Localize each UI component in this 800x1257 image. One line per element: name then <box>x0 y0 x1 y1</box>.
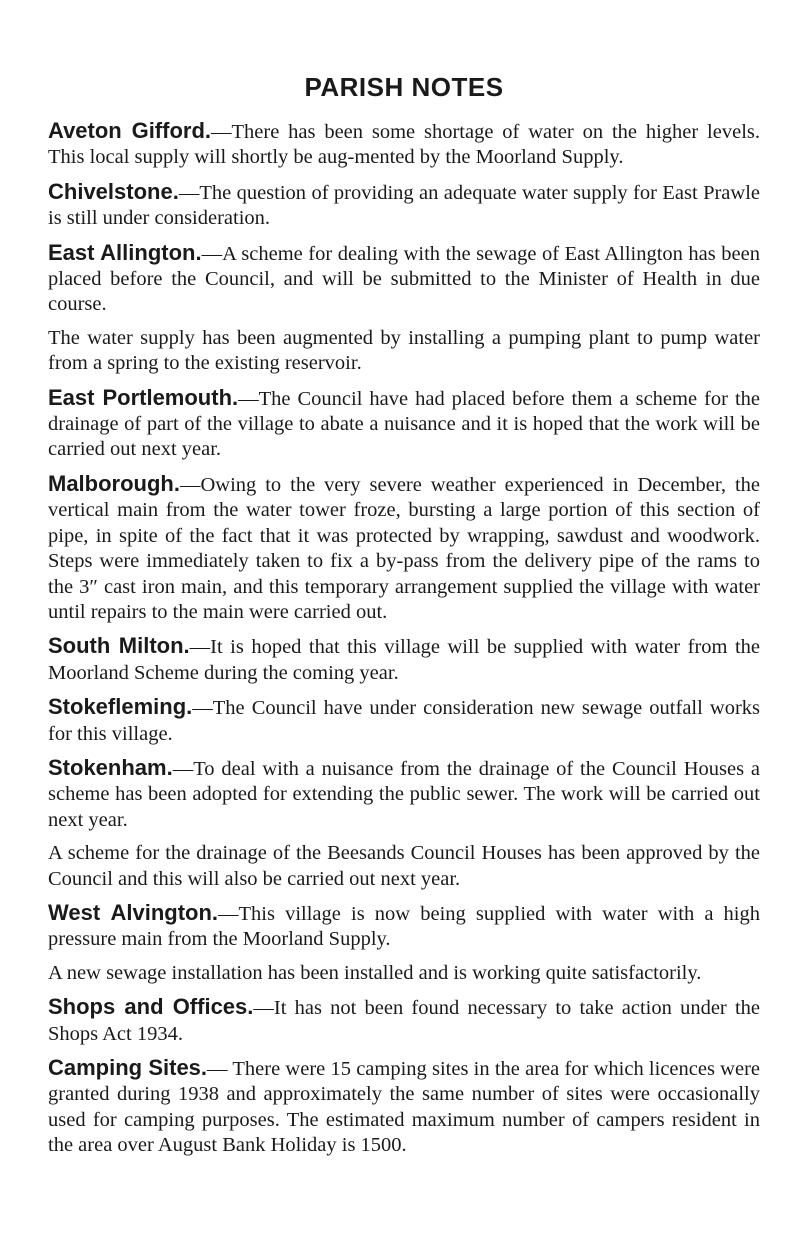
entry-text: —There has been some shortage of water on the higher levels. This local supply will shortly be aug-mented by the Moorland Supply. <box>48 121 760 169</box>
entry-heading: Stokefleming. <box>48 694 193 720</box>
entry-aveton-gifford <box>48 118 760 171</box>
entry-camping-sites <box>48 1055 760 1159</box>
entry-text: —The question of providing an adequate water supply for East Prawle is still under consideration. <box>48 181 760 230</box>
entry-heading: East Portlemouth. <box>48 384 239 410</box>
page-title: PARISH NOTES <box>304 72 504 102</box>
entry-text: —To deal with a nuisance from the drainage of the Council Houses a scheme has been adopted for extending the public sewer. The work will be carried out next year. <box>48 757 760 831</box>
entry-heading: Malborough. <box>48 470 180 496</box>
entry-heading: Camping Sites. <box>48 1055 208 1080</box>
entry-text: —It has not been found necessary to take action under the Shops Act 1934. <box>48 997 760 1045</box>
entry-heading: Chivelstone. <box>48 178 179 204</box>
entry-text: —The Council have had placed before them a scheme for the drainage of part of the village to abate a nuisance and it is hoped that the work will be carried out next year. <box>48 387 760 461</box>
entry-heading: Aveton Gifford. <box>48 118 212 143</box>
entry-text: A scheme for the drainage of the Beesands Council Houses has been approved by the Council and this will also be carried out next year. <box>48 842 760 890</box>
entry-text: —A scheme for dealing with the sewage of East Allington has been placed before the Council, and will be submitted to the Minister of Health in due course. <box>48 242 760 316</box>
entry-text: —Owing to the very severe weather experienced in December, the vertical main from the water tower froze, bursting a large portion of this section of pipe, in spite of the fact that it was protected by wrapping, sawdust and woodwork. Steps were immediately taken to fix a by-pass from the delivery pipe of the rams to the 3″ cast iron main, and this temporary arrangement supplied the village with water until repairs to the main were carried out. <box>48 473 760 623</box>
entry-east-allington <box>48 240 760 318</box>
entry-text: The water supply has been augmented by installing a pumping plant to pump water from a spring to the existing reservoir. <box>48 326 760 375</box>
entry-south-milton <box>48 633 760 686</box>
entry-shops-and-offices <box>48 994 760 1047</box>
entry-stokefleming <box>48 694 760 747</box>
entry-text: — There were 15 camping sites in the area for which licences were granted during 1938 and approximately the same number of sites were occasionally used for camping purposes. The estimated maximum number of campers resident in the area over August Bank Holiday is 1500. <box>48 1058 761 1157</box>
entry-heading: Shops and Offices. <box>48 994 254 1020</box>
entry-stokenham <box>48 755 760 833</box>
entry-heading: East Allington. <box>48 239 202 265</box>
entry-chivelstone <box>48 179 760 232</box>
entry-stokenham-beesands <box>48 841 760 892</box>
entry-west-alvington <box>48 900 760 953</box>
entry-west-alvington-sewage <box>48 961 760 986</box>
entry-text: —This village is now being supplied with water with a high pressure main from the Moorland Supply. <box>48 902 761 951</box>
entry-malborough <box>48 471 760 625</box>
entry-east-portlemouth <box>48 385 760 463</box>
entry-text: A new sewage installation has been installed and is working quite satisfactorily. <box>48 961 702 984</box>
entry-text: —It is hoped that this village will be supplied with water from the Moorland Scheme during the coming year. <box>48 636 760 684</box>
entry-east-allington-water <box>48 326 760 377</box>
entry-heading: South Milton. <box>48 633 190 659</box>
entry-heading: Stokenham. <box>48 754 173 780</box>
entry-text: —The Council have under consideration new sewage outfall works for this village. <box>48 697 760 745</box>
entry-heading: West Alvington. <box>48 899 219 925</box>
page <box>48 72 760 1167</box>
